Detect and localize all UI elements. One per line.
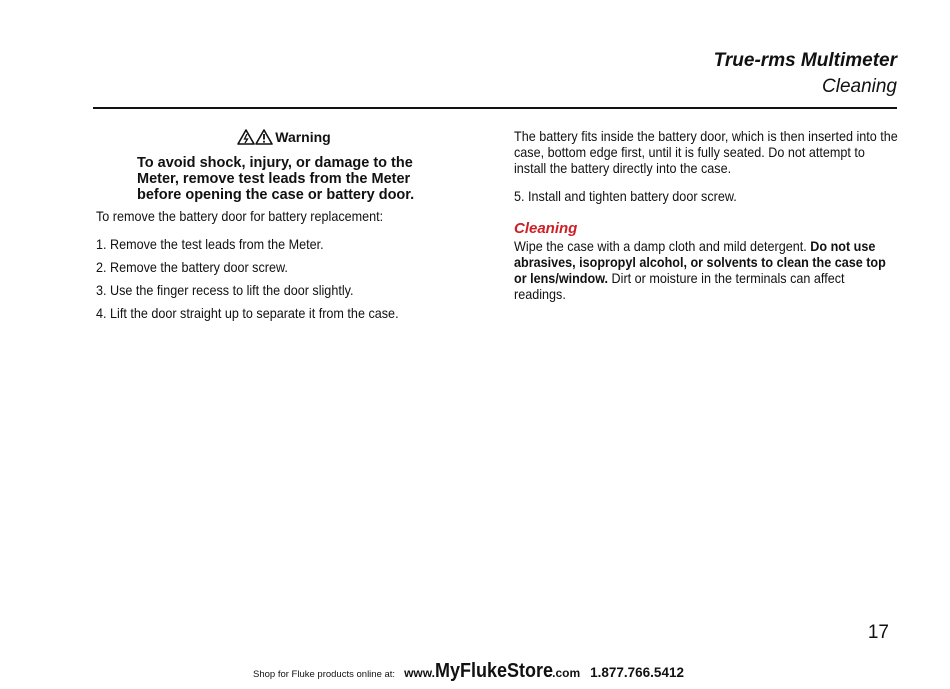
step-5: 5. Install and tighten battery door screw. (514, 188, 737, 204)
footer (253, 660, 684, 683)
warning-label: Warning (275, 129, 331, 145)
warning-heading (144, 127, 424, 147)
cleaning-paragraph (514, 238, 899, 302)
warning-text: To avoid shock, injury, or damage to the Meter, remove test leads from the Meter before opening the case or battery door. (137, 155, 415, 203)
caution-icon (255, 129, 273, 145)
step-2: 2. Remove the battery door screw. (96, 259, 288, 275)
cleaning-text-end: Dirt or moisture in the terminals can affect readings. (514, 270, 845, 302)
header-section: Cleaning (822, 76, 897, 97)
right-column (514, 128, 899, 302)
battery-intro: To remove the battery door for battery replacement: (96, 208, 384, 224)
step-3: 3. Use the finger recess to lift the door slightly. (96, 282, 354, 298)
header-title: True-rms Multimeter (713, 50, 897, 71)
cleaning-heading: Cleaning (514, 220, 578, 237)
cleaning-caution-text: Do not use abrasives, isopropyl alcohol, or solvents to clean the case top or lens/window. (514, 238, 886, 286)
footer-com: .com (552, 666, 581, 680)
header-rule (93, 107, 897, 109)
step-1: 1. Remove the test leads from the Meter. (96, 236, 324, 252)
footer-phone: 1.877.766.5412 (590, 665, 684, 680)
footer-shop-text: Shop for Fluke products online at: (253, 669, 396, 680)
step-4: 4. Lift the door straight up to separate it from the case. (96, 305, 399, 321)
page-number: 17 (867, 622, 889, 643)
footer-brand: MyFlukeStore (434, 660, 553, 682)
shock-hazard-icon (237, 129, 255, 145)
battery-fit-paragraph: The battery fits inside the battery door, which is then inserted into the case, bottom edge first, until it is fully seated. Do not attempt to install the battery directly into the case. (514, 128, 898, 176)
cleaning-text-start: Wipe the case with a damp cloth and mild detergent. (514, 238, 811, 254)
left-column (96, 127, 466, 321)
footer-www: www. (404, 666, 435, 680)
